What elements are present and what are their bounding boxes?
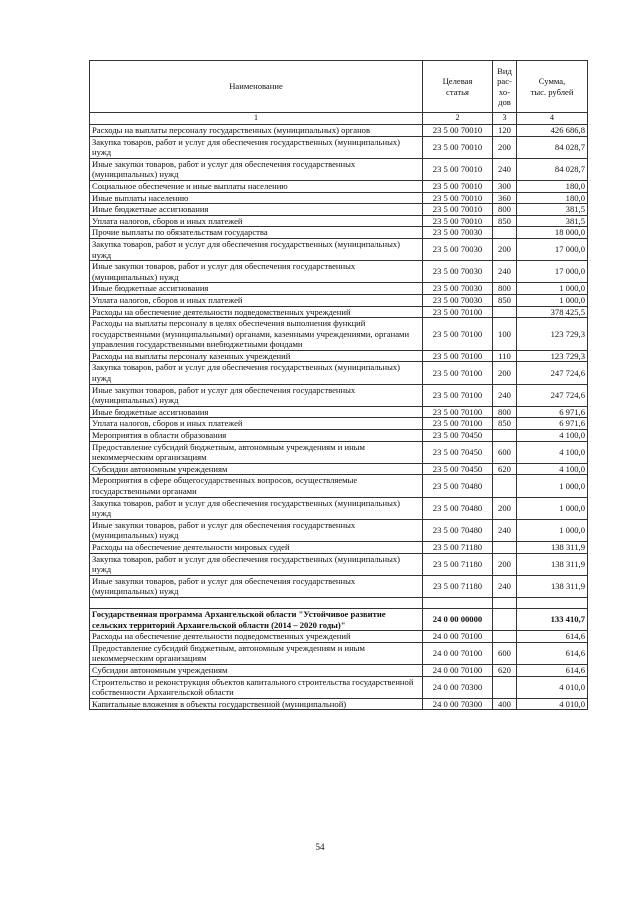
sum-cell: 18 000,0: [517, 227, 588, 239]
table-row: [90, 406, 588, 418]
table-row: [90, 664, 588, 676]
table-row: [90, 475, 588, 497]
name-cell: Социальное обеспечение и иные выплаты населению: [90, 180, 423, 192]
page-number: 54: [315, 842, 325, 852]
name-cell: Иные закупки товаров, работ и услуг для обеспечения государственных (муниципальных) нужд: [90, 261, 423, 283]
sum-cell: 426 686,8: [517, 125, 588, 137]
code-cell: 23 5 00 70480: [423, 519, 493, 541]
name-cell: Иные закупки товаров, работ и услуг для обеспечения государственных (муниципальных) нужд: [90, 519, 423, 541]
table-row: [90, 430, 588, 442]
sum-cell: 247 724,6: [517, 384, 588, 406]
name-cell: Уплата налогов, сборов и иных платежей: [90, 294, 423, 306]
table-row: [90, 441, 588, 463]
name-cell: Строительство и реконструкция объектов капитального строительства государственной собственности Архангельской области: [90, 676, 423, 698]
sum-cell: 17 000,0: [517, 261, 588, 283]
code-cell: 24 0 00 70300: [423, 698, 493, 710]
header-vid: [493, 61, 517, 113]
vid-cell: 200: [493, 136, 517, 158]
name-cell: Уплата налогов, сборов и иных платежей: [90, 418, 423, 430]
vid-cell: 200: [493, 362, 517, 384]
table-body: [90, 125, 588, 710]
name-cell: Государственная программа Архангельской области "Устойчивое развитие сельских территорий Архангельской области (2014 – 2020 годы)": [90, 608, 423, 630]
name-cell: Расходы на обеспечение деятельности подведомственных учреждений: [90, 631, 423, 643]
sum-cell: 6 971,6: [517, 418, 588, 430]
code-cell: 23 5 00 70010: [423, 125, 493, 137]
code-cell: 23 5 00 70010: [423, 215, 493, 227]
table-row: [90, 642, 588, 664]
code-cell: 23 5 00 70030: [423, 227, 493, 239]
sum-cell: 4 010,0: [517, 676, 588, 698]
vid-cell: [493, 541, 517, 553]
sum-cell: 180,0: [517, 180, 588, 192]
name-cell: Расходы на выплаты персоналу казенных учреждений: [90, 350, 423, 362]
code-cell: 23 5 00 70030: [423, 294, 493, 306]
table-row: [90, 608, 588, 630]
sum-cell: 4 100,0: [517, 463, 588, 475]
code-cell: 23 5 00 70480: [423, 475, 493, 497]
name-cell: Закупка товаров, работ и услуг для обеспечения государственных (муниципальных) нужд: [90, 136, 423, 158]
code-cell: 23 5 00 70030: [423, 261, 493, 283]
index-cell-1: 1: [90, 113, 423, 125]
vid-cell: 200: [493, 553, 517, 575]
table-row: [90, 463, 588, 475]
name-cell: Иные бюджетные ассигнования: [90, 204, 423, 216]
code-cell: 23 5 00 70010: [423, 158, 493, 180]
table-row: [90, 350, 588, 362]
header-sum-text: Сумма, тыс. рублей: [530, 75, 574, 97]
vid-cell: 240: [493, 261, 517, 283]
sum-cell: 4 010,0: [517, 698, 588, 710]
name-cell: Иные закупки товаров, работ и услуг для обеспечения государственных (муниципальных) нужд: [90, 575, 423, 597]
header-name: Наименование: [90, 61, 423, 113]
sum-cell: 614,6: [517, 642, 588, 664]
vid-cell: 110: [493, 350, 517, 362]
name-cell: Закупка товаров, работ и услуг для обеспечения государственных (муниципальных) нужд: [90, 497, 423, 519]
code-cell: 23 5 00 70010: [423, 192, 493, 204]
table-row: [90, 676, 588, 698]
vid-cell: 200: [493, 238, 517, 260]
spacer-cell: [493, 597, 517, 608]
vid-cell: 360: [493, 192, 517, 204]
name-cell: Мероприятия в области образования: [90, 430, 423, 442]
name-cell: Субсидии автономным учреждениям: [90, 664, 423, 676]
table-row: [90, 497, 588, 519]
vid-cell: 850: [493, 215, 517, 227]
code-cell: 24 0 00 70100: [423, 631, 493, 643]
code-cell: 23 5 00 70450: [423, 441, 493, 463]
sum-cell: 378 425,5: [517, 306, 588, 318]
table-row: [90, 631, 588, 643]
code-cell: 23 5 00 70030: [423, 283, 493, 295]
sum-cell: 1 000,0: [517, 519, 588, 541]
table-row: [90, 541, 588, 553]
name-cell: Закупка товаров, работ и услуг для обеспечения государственных (муниципальных) нужд: [90, 238, 423, 260]
sum-cell: 123 729,3: [517, 350, 588, 362]
code-cell: 23 5 00 70010: [423, 180, 493, 192]
vid-cell: 620: [493, 664, 517, 676]
vid-cell: 240: [493, 384, 517, 406]
vid-cell: 300: [493, 180, 517, 192]
table-row: [90, 362, 588, 384]
table-row: [90, 180, 588, 192]
code-cell: 23 5 00 70100: [423, 350, 493, 362]
spacer-cell: [517, 597, 588, 608]
table-row: [90, 519, 588, 541]
index-cell-4: 4: [517, 113, 588, 125]
name-cell: Капитальные вложения в объекты государственной (муниципальной): [90, 698, 423, 710]
vid-cell: [493, 306, 517, 318]
table-row: [90, 418, 588, 430]
name-cell: Иные бюджетные ассигнования: [90, 283, 423, 295]
code-cell: 23 5 00 70100: [423, 418, 493, 430]
sum-cell: 614,6: [517, 631, 588, 643]
name-cell: Мероприятия в сфере общегосударственных вопросов, осуществляемые государственными органами: [90, 475, 423, 497]
table-row: [90, 136, 588, 158]
name-cell: Расходы на обеспечение деятельности мировых судей: [90, 541, 423, 553]
name-cell: Расходы на обеспечение деятельности подведомственных учреждений: [90, 306, 423, 318]
header-sum: [517, 61, 588, 113]
table-row: [90, 553, 588, 575]
sum-cell: 84 028,7: [517, 136, 588, 158]
index-cell-2: 2: [423, 113, 493, 125]
name-cell: Расходы на выплаты персоналу в целях обеспечения выполнения функций государственными (муниципальными) органами, казенными учреждениями, органами управления государственными внебюджетными фондами: [90, 318, 423, 351]
sum-cell: 381,5: [517, 215, 588, 227]
name-cell: Иные закупки товаров, работ и услуг для обеспечения государственных (муниципальных) нужд: [90, 384, 423, 406]
vid-cell: [493, 631, 517, 643]
vid-cell: 850: [493, 294, 517, 306]
vid-cell: 240: [493, 519, 517, 541]
sum-cell: 1 000,0: [517, 294, 588, 306]
code-cell: 24 0 00 70300: [423, 676, 493, 698]
sum-cell: 123 729,3: [517, 318, 588, 351]
sum-cell: 138 311,9: [517, 553, 588, 575]
code-cell: 23 5 00 70010: [423, 136, 493, 158]
table-row: [90, 283, 588, 295]
table-row: [90, 125, 588, 137]
name-cell: Закупка товаров, работ и услуг для обеспечения государственных (муниципальных) нужд: [90, 362, 423, 384]
spacer-cell: [423, 597, 493, 608]
name-cell: Иные выплаты населению: [90, 192, 423, 204]
vid-cell: [493, 227, 517, 239]
name-cell: Прочие выплаты по обязательствам государства: [90, 227, 423, 239]
name-cell: Иные закупки товаров, работ и услуг для обеспечения государственных (муниципальных) нужд: [90, 158, 423, 180]
table-row: [90, 192, 588, 204]
vid-cell: 400: [493, 698, 517, 710]
sum-cell: 138 311,9: [517, 541, 588, 553]
vid-cell: 240: [493, 158, 517, 180]
code-cell: 23 5 00 70100: [423, 318, 493, 351]
table-row: [90, 215, 588, 227]
table-row: [90, 261, 588, 283]
table-header-row: [90, 61, 588, 113]
index-row: [90, 113, 588, 125]
vid-cell: [493, 475, 517, 497]
table-row: [90, 575, 588, 597]
name-cell: Предоставление субсидий бюджетным, автономным учреждениям и иным некоммерческим организациям: [90, 642, 423, 664]
code-cell: 23 5 00 71180: [423, 553, 493, 575]
vid-cell: [493, 676, 517, 698]
sum-cell: 247 724,6: [517, 362, 588, 384]
name-cell: Иные бюджетные ассигнования: [90, 406, 423, 418]
table-row: [90, 294, 588, 306]
header-target-text: Целевая статья: [442, 75, 473, 97]
sum-cell: 6 971,6: [517, 406, 588, 418]
header-target: [423, 61, 493, 113]
table-row: [90, 158, 588, 180]
sum-cell: 4 100,0: [517, 441, 588, 463]
table-row: [90, 238, 588, 260]
code-cell: 23 5 00 71180: [423, 575, 493, 597]
code-cell: 23 5 00 70100: [423, 306, 493, 318]
code-cell: 23 5 00 70010: [423, 204, 493, 216]
vid-cell: 800: [493, 283, 517, 295]
table-row: [90, 384, 588, 406]
vid-cell: 240: [493, 575, 517, 597]
code-cell: 23 5 00 70480: [423, 497, 493, 519]
sum-cell: 1 000,0: [517, 497, 588, 519]
code-cell: 23 5 00 71180: [423, 541, 493, 553]
sum-cell: 180,0: [517, 192, 588, 204]
name-cell: Расходы на выплаты персоналу государственных (муниципальных) органов: [90, 125, 423, 137]
vid-cell: 850: [493, 418, 517, 430]
code-cell: 24 0 00 00000: [423, 608, 493, 630]
vid-cell: 600: [493, 441, 517, 463]
code-cell: 23 5 00 70100: [423, 406, 493, 418]
code-cell: 23 5 00 70450: [423, 463, 493, 475]
vid-cell: 800: [493, 406, 517, 418]
vid-cell: [493, 608, 517, 630]
code-cell: 24 0 00 70100: [423, 664, 493, 676]
vid-cell: 800: [493, 204, 517, 216]
vid-cell: 600: [493, 642, 517, 664]
sum-cell: 1 000,0: [517, 475, 588, 497]
vid-cell: 620: [493, 463, 517, 475]
sum-cell: 381,5: [517, 204, 588, 216]
sum-cell: 138 311,9: [517, 575, 588, 597]
sum-cell: 614,6: [517, 664, 588, 676]
sum-cell: 84 028,7: [517, 158, 588, 180]
name-cell: Уплата налогов, сборов и иных платежей: [90, 215, 423, 227]
name-cell: Субсидии автономным учреждениям: [90, 463, 423, 475]
code-cell: 23 5 00 70450: [423, 430, 493, 442]
vid-cell: 200: [493, 497, 517, 519]
header-vid-text: Вид рас- хо- дов: [497, 65, 512, 107]
table-spacer-row: [90, 597, 588, 608]
spacer-cell: [90, 597, 423, 608]
sum-cell: 1 000,0: [517, 283, 588, 295]
vid-cell: 120: [493, 125, 517, 137]
name-cell: Закупка товаров, работ и услуг для обеспечения государственных (муниципальных) нужд: [90, 553, 423, 575]
sum-cell: 17 000,0: [517, 238, 588, 260]
index-cell-3: 3: [493, 113, 517, 125]
sum-cell: 133 410,7: [517, 608, 588, 630]
table-row: [90, 698, 588, 710]
code-cell: 24 0 00 70100: [423, 642, 493, 664]
vid-cell: [493, 430, 517, 442]
table-row: [90, 227, 588, 239]
code-cell: 23 5 00 70030: [423, 238, 493, 260]
table-row: [90, 318, 588, 351]
name-cell: Предоставление субсидий бюджетным, автономным учреждениям и иным некоммерческим организациям: [90, 441, 423, 463]
budget-table: [89, 60, 588, 710]
table-row: [90, 306, 588, 318]
sum-cell: 4 100,0: [517, 430, 588, 442]
vid-cell: 100: [493, 318, 517, 351]
table-row: [90, 204, 588, 216]
code-cell: 23 5 00 70100: [423, 384, 493, 406]
code-cell: 23 5 00 70100: [423, 362, 493, 384]
